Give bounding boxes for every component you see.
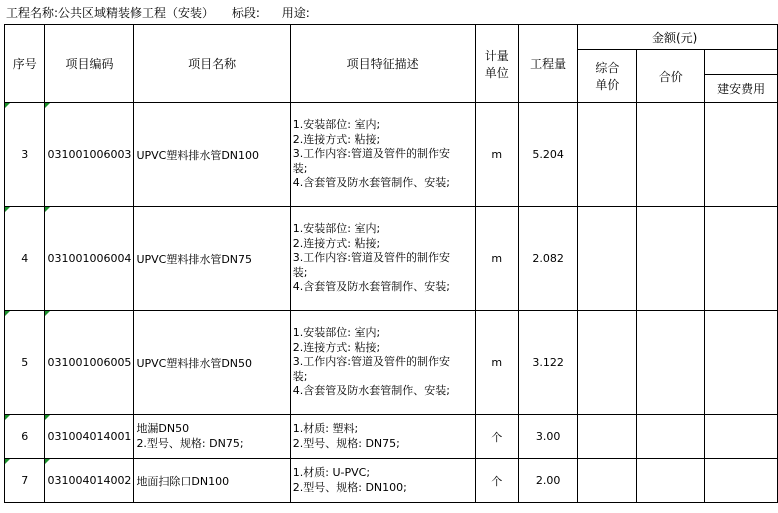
sheet-header bbox=[6, 4, 310, 21]
cell-qty[interactable]: 3.00 bbox=[518, 415, 577, 459]
cell-unit-price[interactable] bbox=[578, 459, 637, 503]
use-label: 用途: bbox=[281, 6, 310, 20]
section-label: 标段: bbox=[231, 6, 260, 20]
project-label: 工程名称: bbox=[6, 6, 59, 20]
cell-seq[interactable]: 7 bbox=[5, 459, 45, 503]
cell-unit-price[interactable] bbox=[578, 207, 637, 311]
cell-desc[interactable]: 1.安装部位: 室内; 2.连接方式: 粘接; 3.工作内容:管道及管件的制作安 装; 4.含套管及防水套管制作、安装; bbox=[290, 103, 475, 207]
cell-qty[interactable]: 2.082 bbox=[518, 207, 577, 311]
cell-desc[interactable]: 1.安装部位: 室内; 2.连接方式: 粘接; 3.工作内容:管道及管件的制作安 装; 4.含套管及防水套管制作、安装; bbox=[290, 207, 475, 311]
header-total: 合价 bbox=[637, 50, 705, 103]
table-row bbox=[5, 415, 778, 459]
cell-total[interactable] bbox=[637, 459, 705, 503]
header-code: 项目编码 bbox=[45, 25, 134, 103]
header-blank bbox=[705, 50, 778, 75]
cell-name[interactable]: 地面扫除口DN100 bbox=[134, 459, 290, 503]
cell-code[interactable]: 031001006004 bbox=[45, 207, 134, 311]
cell-desc[interactable]: 1.安装部位: 室内; 2.连接方式: 粘接; 3.工作内容:管道及管件的制作安 装; 4.含套管及防水套管制作、安装; bbox=[290, 311, 475, 415]
cell-code[interactable]: 031004014001 bbox=[45, 415, 134, 459]
header-desc: 项目特征描述 bbox=[290, 25, 475, 103]
table-row bbox=[5, 207, 778, 311]
table-row bbox=[5, 311, 778, 415]
cell-unit[interactable]: 个 bbox=[475, 459, 518, 503]
cell-unit-price[interactable] bbox=[578, 311, 637, 415]
cell-total[interactable] bbox=[637, 103, 705, 207]
cell-qty[interactable]: 2.00 bbox=[518, 459, 577, 503]
cell-total[interactable] bbox=[637, 415, 705, 459]
table-row bbox=[5, 103, 778, 207]
bill-table bbox=[4, 24, 778, 503]
cell-qty[interactable]: 3.122 bbox=[518, 311, 577, 415]
header-install-fee: 建安费用 bbox=[705, 75, 778, 103]
cell-install-fee[interactable] bbox=[705, 103, 778, 207]
cell-total[interactable] bbox=[637, 207, 705, 311]
cell-name[interactable]: 地漏DN50 2.型号、规格: DN75; bbox=[134, 415, 290, 459]
cell-desc[interactable]: 1.材质: U-PVC; 2.型号、规格: DN100; bbox=[290, 459, 475, 503]
cell-name[interactable]: UPVC塑料排水管DN100 bbox=[134, 103, 290, 207]
header-unit-price: 综合 单价 bbox=[578, 50, 637, 103]
cell-code[interactable]: 031004014002 bbox=[45, 459, 134, 503]
cell-install-fee[interactable] bbox=[705, 459, 778, 503]
cell-install-fee[interactable] bbox=[705, 311, 778, 415]
cell-unit[interactable]: m bbox=[475, 207, 518, 311]
cell-seq[interactable]: 4 bbox=[5, 207, 45, 311]
cell-qty[interactable]: 5.204 bbox=[518, 103, 577, 207]
header-name: 项目名称 bbox=[134, 25, 290, 103]
cell-code[interactable]: 031001006005 bbox=[45, 311, 134, 415]
header-qty: 工程量 bbox=[518, 25, 577, 103]
cell-unit-price[interactable] bbox=[578, 103, 637, 207]
cell-install-fee[interactable] bbox=[705, 207, 778, 311]
cell-unit-price[interactable] bbox=[578, 415, 637, 459]
table-row bbox=[5, 459, 778, 503]
project-name: 公共区域精装修工程（安装） bbox=[58, 6, 215, 20]
header-unit: 计量 单位 bbox=[475, 25, 518, 103]
cell-unit[interactable]: 个 bbox=[475, 415, 518, 459]
cell-unit[interactable]: m bbox=[475, 311, 518, 415]
cell-desc[interactable]: 1.材质: 塑料; 2.型号、规格: DN75; bbox=[290, 415, 475, 459]
header-amount: 金额(元) bbox=[578, 25, 778, 50]
cell-name[interactable]: UPVC塑料排水管DN75 bbox=[134, 207, 290, 311]
cell-unit[interactable]: m bbox=[475, 103, 518, 207]
cell-seq[interactable]: 6 bbox=[5, 415, 45, 459]
cell-total[interactable] bbox=[637, 311, 705, 415]
cell-name[interactable]: UPVC塑料排水管DN50 bbox=[134, 311, 290, 415]
cell-seq[interactable]: 3 bbox=[5, 103, 45, 207]
cell-seq[interactable]: 5 bbox=[5, 311, 45, 415]
cell-install-fee[interactable] bbox=[705, 415, 778, 459]
cell-code[interactable]: 031001006003 bbox=[45, 103, 134, 207]
header-seq: 序号 bbox=[5, 25, 45, 103]
